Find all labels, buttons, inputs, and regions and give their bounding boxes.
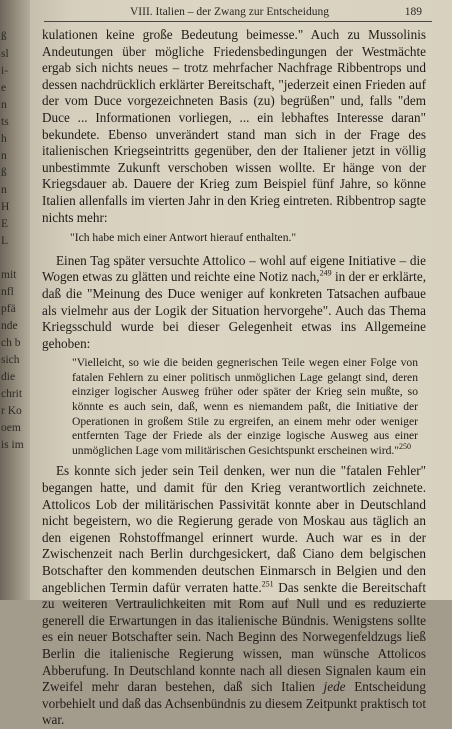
- facing-page-fragment: h: [1, 133, 7, 145]
- paragraph-3: [42, 463, 426, 729]
- facing-page-fragment: H: [1, 201, 10, 213]
- facing-page-fragment: n: [1, 99, 7, 111]
- header-rule: [44, 21, 432, 22]
- book-page: [30, 0, 452, 728]
- facing-page-fragment: ch b: [1, 337, 21, 349]
- paragraph-3-text-b: Das senkte die Bereitschaft zu weiteren Vertraulichkeiten mit Rom auf Null und es reduzierte generell die Erwartungen in das italienische Bündnis. Wenigstens sollte es ein neuer Botschafter sein. Nach Beginn des Norwegenfeldzugs ließ Berlin die italienische Regierung wissen, man wünsche Attolicos Abberufung. In Deutschland konnte nach all diesen Signalen kaum ein Zweifel mehr daran bestehen, daß sich Italien: [42, 579, 426, 695]
- block-quote-1: "Ich habe mich einer Antwort hierauf enthalten.": [70, 231, 297, 245]
- facing-page-fragment: e: [1, 82, 7, 94]
- facing-page-fragment: n: [1, 150, 7, 162]
- chapter-title: VIII. Italien – der Zwang zur Entscheidung: [130, 6, 329, 18]
- block-quote-2: [72, 356, 418, 458]
- facing-page-fragment: mit: [1, 269, 17, 281]
- facing-page-fragment: L: [1, 235, 9, 247]
- facing-page-fragment: E: [1, 218, 9, 230]
- page-number: 189: [404, 6, 422, 18]
- block-quote-2-text: "Vielleicht, so wie die beiden gegnerischen Teile wegen einer Folge von fatalen Fehlern zu einer politisch unmöglichen Lage gelangt sind, deren einziger logischer Ausweg früher oder später der Krieg sein mußte, so könnte es auch sein, daß, wenn es niemandem paßt, die Initiative der Operationen in großem Stile zu ergreifen, an einem mehr oder weniger entfernten Tage der Friede als der einzige logische Ausweg aus einer unmöglichen Lage vom militärischen Gesichtspunkt erscheinen wird.": [72, 356, 418, 457]
- facing-page-fragment: nde: [1, 320, 18, 332]
- facing-page-edge: [0, 0, 30, 600]
- paragraph-2-text-b: in der er erklärte, daß die "Meinung des Duce weniger auf konkreten Tatsachen aufbaue als vielmehr aus der Logik der Situation hervorgehe". Auch das Thema Kriegsschuld wurde bei dieser Gelegenheit etwas ins Allgemeine gehoben:: [42, 269, 426, 351]
- paragraph-2-text-a: Einen Tag später versuchte Attolico – wohl auf eigene Initiative – die Wogen etwas zu glätten und reichte eine Notiz nach,: [42, 252, 426, 285]
- facing-page-fragment: is im: [1, 439, 24, 451]
- facing-page-fragment: pfä: [1, 303, 16, 315]
- emphasis-jede: jede: [323, 679, 346, 695]
- facing-page-fragment: oem: [1, 422, 21, 434]
- facing-page-fragment: chrit: [1, 388, 23, 400]
- paragraph-3-text-a: Es konnte sich jeder sein Teil denken, wer nun die "fatalen Fehler" begangen hatte, und damit für den Krieg verantwortlich zeichnete. Attolicos Lob der militärischen Passivität konnte aber in Deutschland nicht begeistern, wo die Regierung gerade von Moskau aus täglich an den eigenen Rohstoffmangel erinnert wurde. Auch war es in der Zwischenzeit nach Berlin durchgesickert, daß Ciano dem belgischen Botschafter den kommenden deutschen Einmarsch in Belgien und den angeblichen Termin dafür verraten hatte.: [42, 463, 426, 595]
- facing-page-fragment: n: [1, 184, 7, 196]
- facing-page-fragment: nfl: [1, 286, 14, 298]
- footnote-ref-249: 249: [319, 268, 332, 278]
- footnote-ref-251: 251: [261, 579, 274, 589]
- facing-page-fragment: ß: [1, 31, 7, 43]
- facing-page-fragment: r Ko: [1, 405, 22, 417]
- facing-page-fragment: ß: [1, 167, 7, 179]
- footnote-ref-250: 250: [399, 441, 412, 451]
- paragraph-3-text-c: Entscheidung vorbehielt und daß das Achsenbündnis zu diesem Zeitpunkt praktisch tot war.: [42, 679, 426, 728]
- facing-page-fragment: sich: [1, 354, 20, 366]
- facing-page-fragment: ts: [1, 116, 9, 128]
- facing-page-fragment: i-: [1, 65, 9, 77]
- paragraph-2: [42, 253, 426, 353]
- body-text: [42, 27, 426, 729]
- running-header: [30, 4, 452, 22]
- facing-page-fragment: sl: [1, 48, 9, 60]
- facing-page-fragment: die: [1, 371, 16, 383]
- paragraph-1: kulationen keine große Bedeutung beimesse." Auch zu Mussolinis Andeutungen über mögliche Friedensbedingungen der Westmächte ergab sich nichts neues – trotz mehrfacher Nachfrage Ribbentrops und dessen nachdrücklich erklärter Bereitschaft, "jederzeit einen Frieden auf der vom Duce vorgezeichneten Basis (zu) begrüßen" und, falls "dem Duce ... Informationen vorliegen, ... ein lebhaftes Interesse daran" bekundete. Ebenso unverändert stand man sich in der Frage des italienischen Kriegseintritts gegenüber, den der Italiener jetzt in völlig unbestimmte Zukunft verschoben wissen wollte. Er hänge von der Kriegsdauer ab. Dauere der Krieg zum Beispiel fünf Jahre, so könne Italien allenfalls im vierten Jahr in den Krieg eintreten. Ribbentrop sagte nichts mehr:: [42, 27, 426, 225]
